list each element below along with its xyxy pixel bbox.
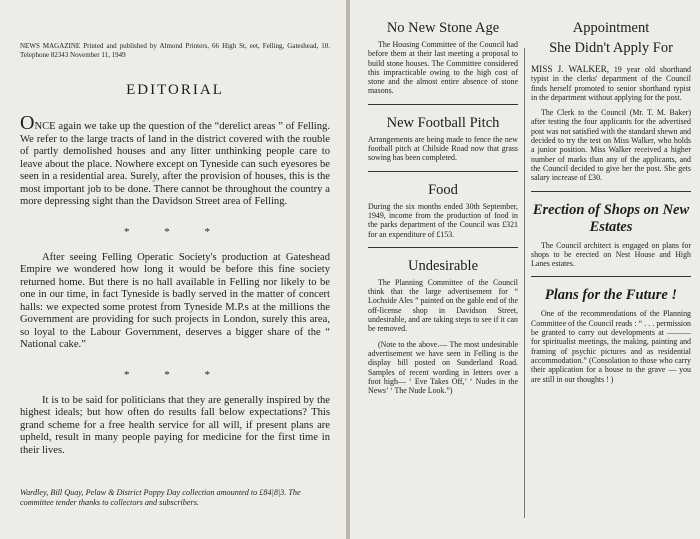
article-divider bbox=[368, 247, 518, 248]
article-appointment-continued: The Clerk to the Council (Mr. T. M. Baker) after testing the four applicants for the advertised post was not satisfied with the standard shewn and decided to try the test on Miss Walker, who holds a junior position. Miss Walker received a higher number of marks than any of the applicants, and the Council decided to give her the post. She gets salary increase of £30. bbox=[531, 108, 691, 183]
editorial-paragraph-health-service: It is to be said for politicians that they are generally inspired by the highest ideals; but how often do results fall below expectations? This grand scheme for a free health service for all will, if present plans are upheld, result in many people paying for medicine for the first time in their lives. bbox=[20, 394, 330, 456]
article-food: During the six months ended 30th September, 1949, income from the production of food in the parks department of the Council was £321 for an expenditure of £153. bbox=[368, 201, 518, 239]
section-separator: * * * bbox=[124, 368, 226, 381]
article-divider bbox=[368, 171, 518, 172]
article-appointment-text: 19 year old shorthand typist in the clerks' department of the Council finds herself promoted to senior shorthand typist in the department without applying for the post. bbox=[531, 65, 691, 102]
appointee-name: MISS J. WALKER, bbox=[531, 64, 610, 74]
article-undesirable-note: (Note to the above.— The most undesirable advertisement we have seen in Felling is the display bill posted on Sunderland Road. Samples of recent wording in letters over a foot high— ‘ Eve Takes Off,’ ‘ Nudes in the News’ ‘ The Nude Look.”) bbox=[368, 339, 518, 396]
imprint-line: NEWS MAGAZINE Printed and published by Almond Printers, 66 High St, eet, Felling, Gateshead, 10. Telephone 82343 November 11, 1949 bbox=[20, 42, 330, 59]
section-separator: * * * bbox=[124, 225, 226, 238]
headline-plans: Plans for the Future ! bbox=[544, 287, 678, 304]
editorial-paragraph-derelict: ONCE again we take up the question of the “derelict areas ” of Felling. We refer to the large tracts of land in the district covered with the rouble of partly demolished houses and any litter unthinking people care to leave about the place. Nowhere except on Tyneside can such eyesores be seen in a residential area. Surely, after the provision of houses, this is the most important job to be done. There cannot be throughout the country a more depressing sight than the Davidson Street area of Felling. bbox=[20, 112, 330, 207]
headline-appointment-line-2: She Didn't Apply For bbox=[549, 40, 673, 56]
column-divider bbox=[524, 48, 525, 518]
headline-undesirable: Undesirable bbox=[407, 257, 479, 274]
article-stone-age: The Housing Committee of the Council had before them at their last meeting a proposal to build stone houses. The Committee considered this impracticable owing to the high cost of stone and the almost entire absence of stone masons. bbox=[368, 40, 518, 96]
article-shops: The Council architect is engaged on plans for shops to be erected on Nest House and High Lanes estates. bbox=[531, 240, 691, 269]
headline-food: Food bbox=[428, 181, 458, 198]
headline-shops: Erection of Shops on New Estates bbox=[532, 201, 690, 235]
right-page bbox=[350, 0, 700, 539]
headline-appointment-line-1: Appointment bbox=[572, 20, 650, 36]
news-column-middle bbox=[368, 20, 518, 395]
headline-football-pitch: New Football Pitch bbox=[386, 114, 500, 131]
left-page bbox=[0, 0, 346, 539]
article-divider bbox=[531, 191, 691, 192]
poppy-day-footnote: Wardley, Bill Quay, Pelaw & District Poppy Day collection amounted to £84|8|3. The committee tender thanks to collectors and subscribers. bbox=[20, 488, 301, 507]
editorial-paragraph-concert-halls: After seeing Felling Operatic Society's production at Gateshead Empire we wondered how long it would be before this fine society returned home. But there is no hall available in Felling nor likely to be one in our time, in fact Tyneside is badly served in the matter of concert halls: we expected some protest from Tyneside M.P.s at the millions the Government are providing for such projects in London, surely this area, so loyal to the Labour Government, deserves a bigger share of the “ National cake.” bbox=[20, 251, 330, 350]
article-undesirable: The Planning Committee of the Council think that the large advertisement for “ Lochside Ales ” painted on the gable end of the off-license shop in Davidson Street, undesirable, and are taking steps to see if it can be removed. bbox=[368, 277, 518, 334]
article-divider bbox=[368, 104, 518, 105]
headline-stone-age: No New Stone Age bbox=[386, 20, 500, 36]
editorial-title: EDITORIAL bbox=[126, 82, 224, 98]
news-column-right bbox=[531, 20, 691, 384]
article-plans: One of the recommendations of the Planning Committee of the Council reads : “ . . . permission be granted to carry out developments at ——— for spiritualist meetings, the making, painting and framing of psychic pictures and as residential accommodation.” (Consolation to those who carry their application for a house to the grave — you are still in our thoughts ! ) bbox=[531, 309, 691, 384]
article-football-pitch: Arrangements are being made to fence the new football pitch at Chilside Road now that grass sowing has been completed. bbox=[368, 134, 518, 163]
article-divider bbox=[531, 276, 691, 277]
article-appointment bbox=[531, 65, 691, 102]
